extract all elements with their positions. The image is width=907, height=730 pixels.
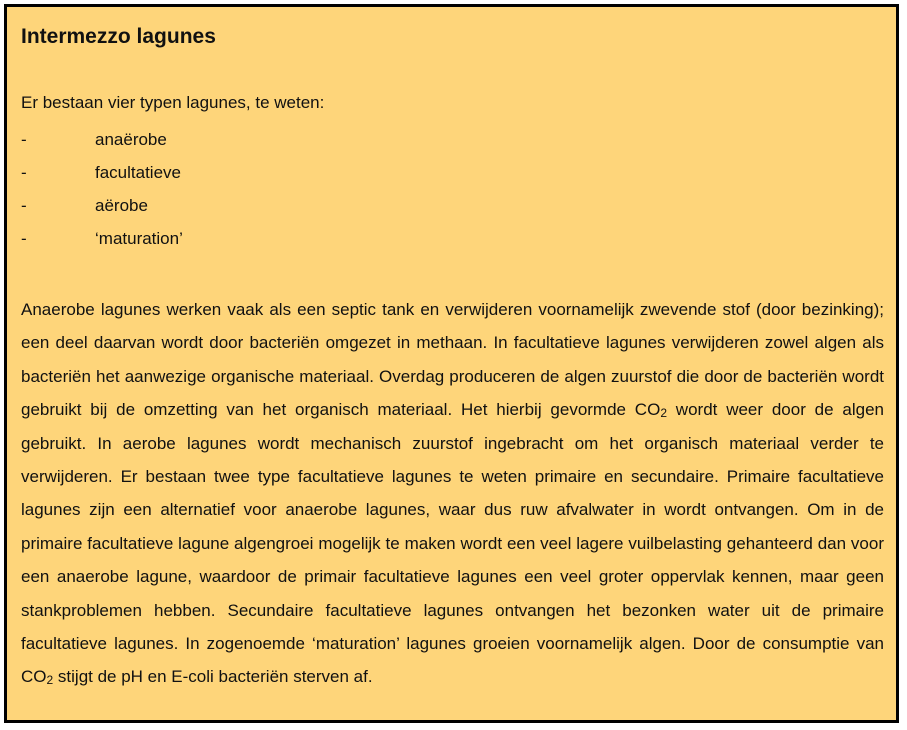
subscript-2: 2 — [46, 673, 54, 688]
list-item — [21, 189, 884, 222]
box-title: Intermezzo lagunes — [21, 25, 216, 48]
paragraph-text: Anaerobe lagunes werken vaak als een septic tank en verwijderen voornamelijk zwevende stof (door bezinking); een deel daarvan wordt door bacteriën omgezet in methaan. In facultatieve lagunes verwijderen zowel algen als bacteriën het aanwezige organische materiaal. Overdag produceren de algen zuurstof die door de bacteriën wordt gebruikt bij de omzetting van het organisch materiaal. Het hierbij gevormde CO — [21, 300, 884, 420]
paragraph-text: stijgt de pH en E-coli bacteriën sterven af. — [53, 667, 373, 687]
bullet-dash: - — [21, 163, 27, 182]
bullet-dash: - — [21, 196, 27, 215]
lagoon-type-list — [21, 123, 884, 255]
list-item — [21, 222, 884, 255]
list-item-label: aërobe — [95, 196, 148, 215]
list-item-label: facultatieve — [95, 163, 181, 182]
subscript-2: 2 — [660, 406, 667, 421]
bullet-dash: - — [21, 229, 27, 248]
bullet-dash: - — [21, 130, 27, 149]
body-paragraph — [21, 293, 884, 694]
intermezzo-box — [4, 4, 899, 723]
intro-text: Er bestaan vier typen lagunes, te weten: — [21, 93, 325, 112]
list-item-label: anaërobe — [95, 130, 167, 149]
paragraph-text: wordt weer door de algen gebruikt. In aerobe lagunes wordt mechanisch zuurstof ingebracht om het organisch materiaal verder te verwijderen. Er bestaan twee type facultatieve lagunes te weten primaire en secundaire. Primaire facultatieve lagunes zijn een alternatief voor anaerobe lagunes, waar dus ruw afvalwater in wordt ontvangen. Om in de primaire facultatieve lagune algengroei mogelijk te maken wordt een veel lagere vuilbelasting gehanteerd dan voor een anaerobe lagune, waardoor de primair facultatieve lagunes een veel groter oppervlak kennen, maar geen stankproblemen hebben. Secundaire facultatieve lagunes ontvangen het bezonken water uit de primaire facultatieve lagunes. In zogenoemde ‘maturation’ lagunes groeien voornamelijk algen. Door de consumptie van CO — [21, 400, 884, 687]
list-item — [21, 156, 884, 189]
list-item — [21, 123, 884, 156]
list-item-label: ‘maturation’ — [95, 229, 183, 248]
